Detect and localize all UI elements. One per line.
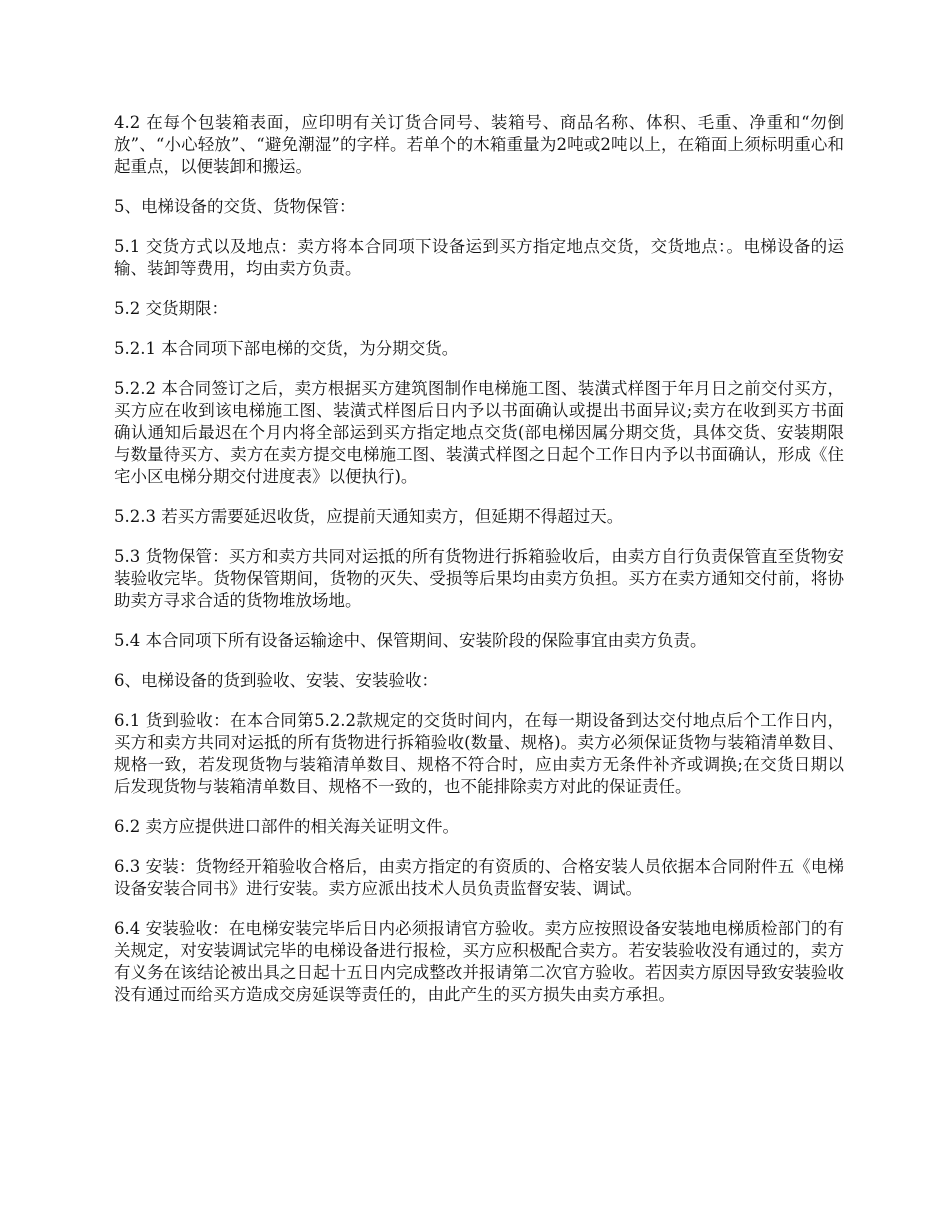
paragraph-6-1-arrival-inspection: 6.1 货到验收：在本合同第5.2.2款规定的交货时间内，在每一期设备到达交付地点后个工作日内，买方和卖方共同对运抵的所有货物进行拆箱验收(数量、规格)。卖方必须保证货物与装箱清单数目、规格一致，若发现货物与装箱清单数目、规格不符合时，应由卖方无条件补齐或调换;在交货日期以后发现货物与装箱清单数目、规格不一致的，也不能排除卖方对此的保证责任。: [114, 711, 844, 796]
section-heading-5-delivery: 5、电梯设备的交货、货物保管：: [114, 197, 356, 216]
paragraph-5-4-insurance: 5.4 本合同项下所有设备运输途中、保管期间、安装阶段的保险事宜由卖方负责。: [114, 631, 707, 650]
paragraph-6-4-installation-acceptance: 6.4 安装验收：在电梯安装完毕后日内必须报请官方验收。卖方应按照设备安装地电梯质检部门的有关规定，对安装调试完毕的电梯设备进行报检，买方应积极配合卖方。若安装验收没有通过的，卖方有义务在该结论被出具之日起十五日内完成整改并报请第二次官方验收。若因卖方原因导致安装验收没有通过而给买方造成交房延误等责任的，由此产生的买方损失由卖方承担。: [114, 919, 844, 1004]
paragraph-5-3-goods-custody: 5.3 货物保管：买方和卖方共同对运抵的所有货物进行拆箱验收后，由卖方自行负责保管直至货物安装验收完毕。货物保管期间，货物的灭失、受损等后果均由卖方负担。买方在卖方通知交付前，将协助卖方寻求合适的货物堆放场地。: [114, 547, 844, 610]
document-body: [114, 112, 844, 1024]
paragraph-5-1-delivery-method: 5.1 交货方式以及地点：卖方将本合同项下设备运到买方指定地点交货，交货地点：。电梯设备的运输、装卸等费用，均由卖方负责。: [114, 237, 844, 278]
paragraph-5-2-1-installment-delivery: 5.2.1 本合同项下部电梯的交货，为分期交货。: [114, 339, 459, 358]
paragraph-4-2-packaging-marks: 4.2 在每个包装箱表面，应印明有关订货合同号、装箱号、商品名称、体积、毛重、净重和“勿倒放”、“小心轻放”、“避免潮湿”的字样。若单个的木箱重量为2吨或2吨以上，在箱面上须标明重心和起重点，以便装卸和搬运。: [114, 113, 844, 176]
paragraph-6-3-installation: 6.3 安装：货物经开箱验收合格后，由卖方指定的有资质的、合格安装人员依据本合同附件五《电梯设备安装合同书》进行安装。卖方应派出技术人员负责监督安装、调试。: [114, 857, 844, 898]
section-heading-6-acceptance: 6、电梯设备的货到验收、安装、安装验收：: [114, 671, 438, 690]
paragraph-6-2-customs-documents: 6.2 卖方应提供进口部件的相关海关证明文件。: [114, 817, 459, 836]
paragraph-5-2-delivery-period: 5.2 交货期限：: [114, 299, 228, 318]
paragraph-5-2-3-delayed-receipt: 5.2.3 若买方需要延迟收货，应提前天通知卖方，但延期不得超过天。: [114, 507, 624, 526]
paragraph-5-2-2-drawings-schedule: 5.2.2 本合同签订之后，卖方根据买方建筑图制作电梯施工图、装潢式样图于年月日之前交付买方，买方应在收到该电梯施工图、装潢式样图后日内予以书面确认或提出书面异议;卖方在收到买方书面确认通知后最迟在个月内将全部运到买方指定地点交货(部电梯因属分期交货，具体交货、安装期限与数量待买方、卖方在卖方提交电梯施工图、装潢式样图之日起个工作日内予以书面确认，形成《住宅小区电梯分期交付进度表》以便执行)。: [114, 379, 844, 486]
